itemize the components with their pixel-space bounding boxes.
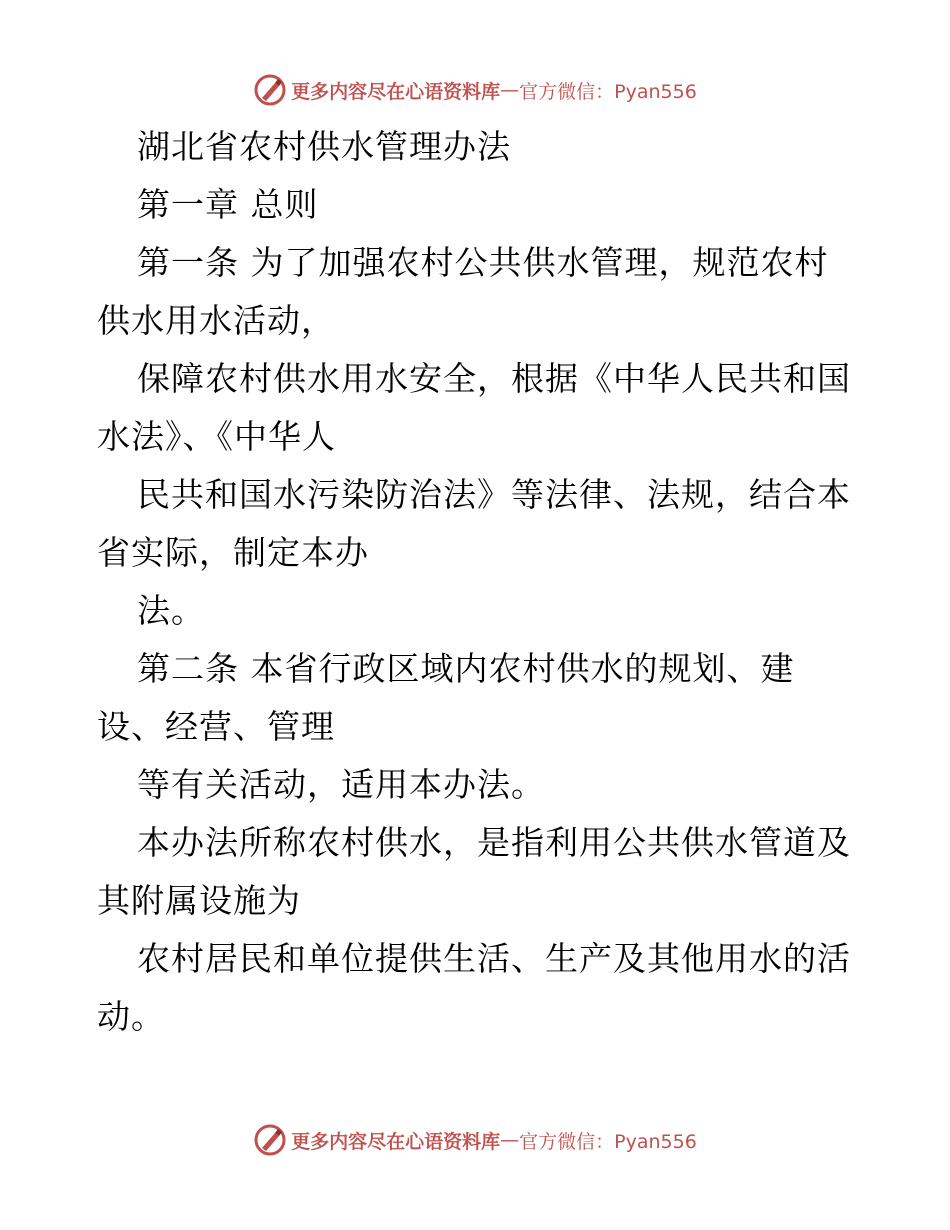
paragraph-line: 本办法所称农村供水，是指利用公共供水管道及 [137,823,851,862]
paragraph-line: 民共和国水污染防治法》等法律、法规，结合本 [137,475,851,514]
paragraph-line: 其附属设施为 [97,881,301,920]
pen-logo-icon [253,1123,287,1157]
doc-title: 湖北省农村供水管理办法 [137,127,511,166]
pen-logo-icon [253,73,287,107]
banner-separator: — [500,79,520,101]
chapter-heading: 第一章 总则 [137,185,319,224]
header-banner [0,70,950,110]
banner-text: 更多内容尽在心语资料库 [291,1130,501,1153]
paragraph-line: 农村居民和单位提供生活、生产及其他用水的活 [137,939,851,978]
paragraph-line: 省实际，制定本办 [97,533,369,572]
paragraph-line: 第二条 本省行政区域内农村供水的规划、建 [137,649,795,688]
banner-separator: — [500,1129,520,1151]
banner-wechat: 官方微信：Pyan556 [519,80,697,103]
banner-wechat: 官方微信：Pyan556 [519,1130,697,1153]
paragraph-line: 第一条 为了加强农村公共供水管理，规范农村 [137,243,829,282]
paragraph-line: 等有关活动，适用本办法。 [137,765,545,804]
document-body [97,118,857,1046]
footer-banner [0,1120,950,1160]
paragraph-line: 设、经营、管理 [97,707,335,746]
paragraph-line: 动。 [97,997,165,1036]
banner-text: 更多内容尽在心语资料库 [291,80,501,103]
paragraph-line: 保障农村供水用水安全，根据《中华人民共和国 [137,359,851,398]
paragraph-line: 法。 [137,591,205,630]
paragraph-line: 供水用水活动， [97,301,335,340]
paragraph-line: 水法》、《中华人 [97,417,336,456]
